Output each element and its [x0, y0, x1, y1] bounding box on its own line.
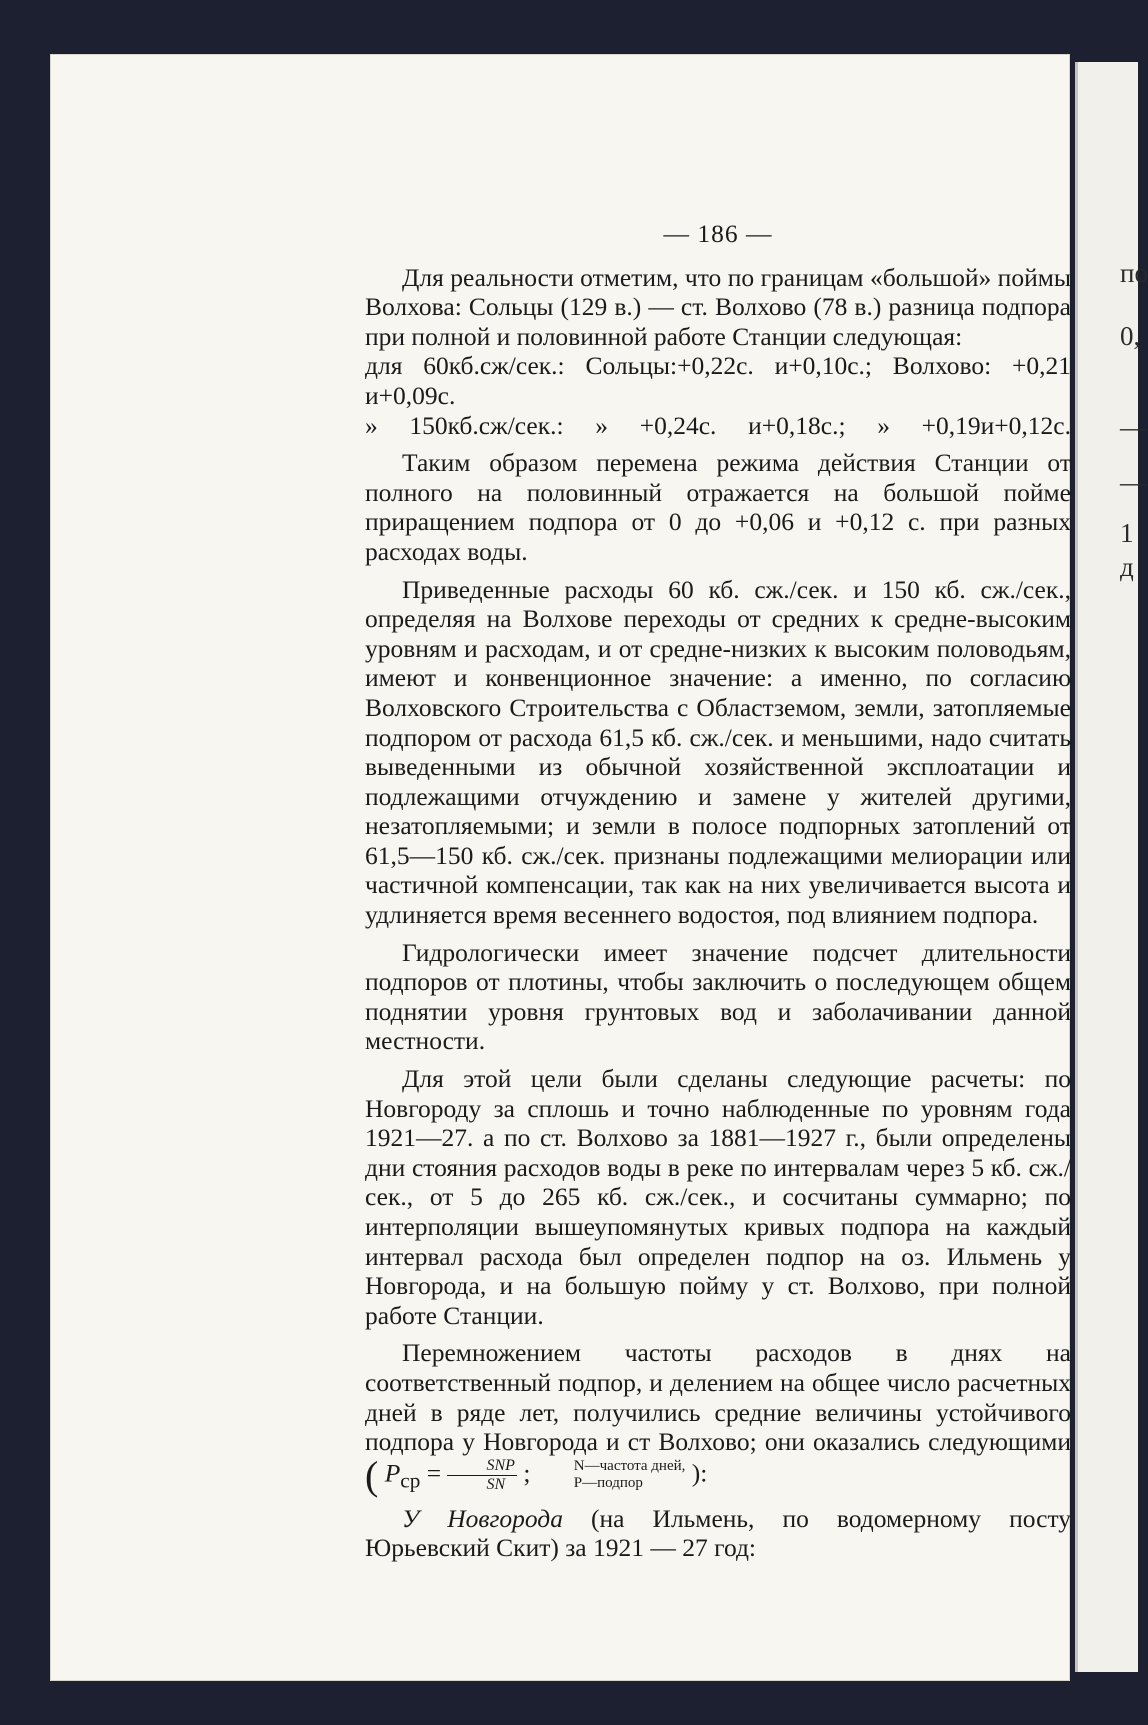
legend-p: P—подпор — [573, 1475, 643, 1492]
fragment: 0, — [1120, 321, 1141, 351]
formula-fraction — [447, 1457, 516, 1494]
denominator: SN — [486, 1475, 506, 1493]
formula-sub: ср — [400, 1468, 421, 1493]
table-paragraph — [365, 263, 1071, 441]
text-line: при полной и половинной работе Станции следующая: — [365, 321, 963, 351]
last-text: (на Ильмень, по водомерному посту Юрьевский Скит) за 1921 — 27 год: — [365, 1503, 1071, 1563]
fragment: д — [1120, 552, 1134, 582]
fragment: 1 — [1120, 518, 1134, 548]
formula-legend — [537, 1458, 686, 1492]
data-row: » 150кб.сж/сек.: » +0,24с. и+0,18с.; » +0,19и+0,12с. — [365, 410, 1071, 440]
italic-heading: У Новгорода — [402, 1503, 563, 1533]
page-number: — 186 — — [663, 219, 773, 248]
last-paragraph — [365, 1504, 1071, 1563]
text-line: Для реальности отметим, что по границам «большой» поймы — [402, 262, 1071, 292]
adjacent-page-edge — [1075, 62, 1148, 1672]
paragraph: Приведенные расходы 60 кб. сж./сек. и 150 кб. сж./сек., определяя на Волхове переходы от средних к средне-высоким уровням и расходам, и от средне-низких к высоким половодьям, имеют и конвенционное значение: а именно, по согласию Волховского Строительства с Областземом, земли, затопляемые подпором от расхода 61,5 кб. сж./сек. и меньшими, надо считать выведенными из обычной хозяйственной эксплоатации и подлежащими отчуждению и замене у жителей другими, незатопляемыми; и земли в полосе подпорных затоплений от 61,5—150 кб. сж./сек. признаны подлежащими мелиорации или частичной компенсации, так как на них увеличивается высота и удлиняется время весеннего водостоя, под влиянием подпора. — [365, 574, 1071, 930]
paragraph: Таким образом перемена режима действия Станции от полного на половинный отражается на большой пойме приращением подпора от 0 до +0,06 и +0,12 с. при разных расходах воды. — [365, 448, 1071, 566]
paragraph: Гидрологически имеет значение подсчет длительности подпоров от плотины, чтобы заключить о последующем общем поднятии уровня грунтовых вод и заболачивании данной местности. — [365, 937, 1071, 1056]
formula-text: Перемножением частоты расходов в днях на соответственный подпор, и делением на общее число расчетных дней в ряде лет, получились средние величины устойчивого подпора у Новгорода и ст Волхово; они оказались следующими — [365, 1338, 1071, 1457]
closing: ): — [691, 1458, 708, 1488]
paragraph: Для этой цели были сделаны следующие расчеты: по Новгороду за сплошь и точно наблюденные по уровням года 1921—27. а по ст. Волхово за 1881—1927 г., были определены дни стояния расходов воды в реке по интервалам через 5 кб. сж./сек., от 5 до 265 кб. сж./сек., и сосчитаны суммарно; по интерполяции вышеупомянутых кривых подпора на каждый интервал расхода был определен подпор на оз. Ильмень у Новгорода, и на большую пойму у ст. Волхово, при полной работе Станции. — [365, 1064, 1071, 1330]
data-row: для 60кб.сж/сек.: Сольцы:+0,22с. и+0,10с.; Волхово: +0,21 и+0,09с. — [365, 351, 1071, 410]
fragment: — — [1120, 412, 1147, 442]
legend-n: N—частота дней, — [573, 1458, 686, 1475]
open-paren: ( — [365, 1452, 379, 1498]
fragment: — — [1120, 467, 1147, 497]
text-line: Волхова: Сольцы (129 в.) — ст. Волхово (78 в.) разница подпора — [365, 292, 1071, 322]
book-page — [50, 54, 1070, 1681]
page-text — [365, 219, 1071, 1571]
formula-paragraph: Перемножением частоты расходов в днях на соответственный подпор, и делением на общее число расчетных дней в ряде лет, получились средние величины устойчивого подпора у Новгорода и ст Волхово; они оказались следующими ( $P_{ср}$ = $\frac{\text{SNP}}{SN}$ ; N—частота дней, P—подпор ): — [365, 1338, 1071, 1498]
formula-p: P — [384, 1458, 401, 1488]
numerator: SNP — [447, 1457, 516, 1476]
fragment: по — [1120, 258, 1148, 288]
